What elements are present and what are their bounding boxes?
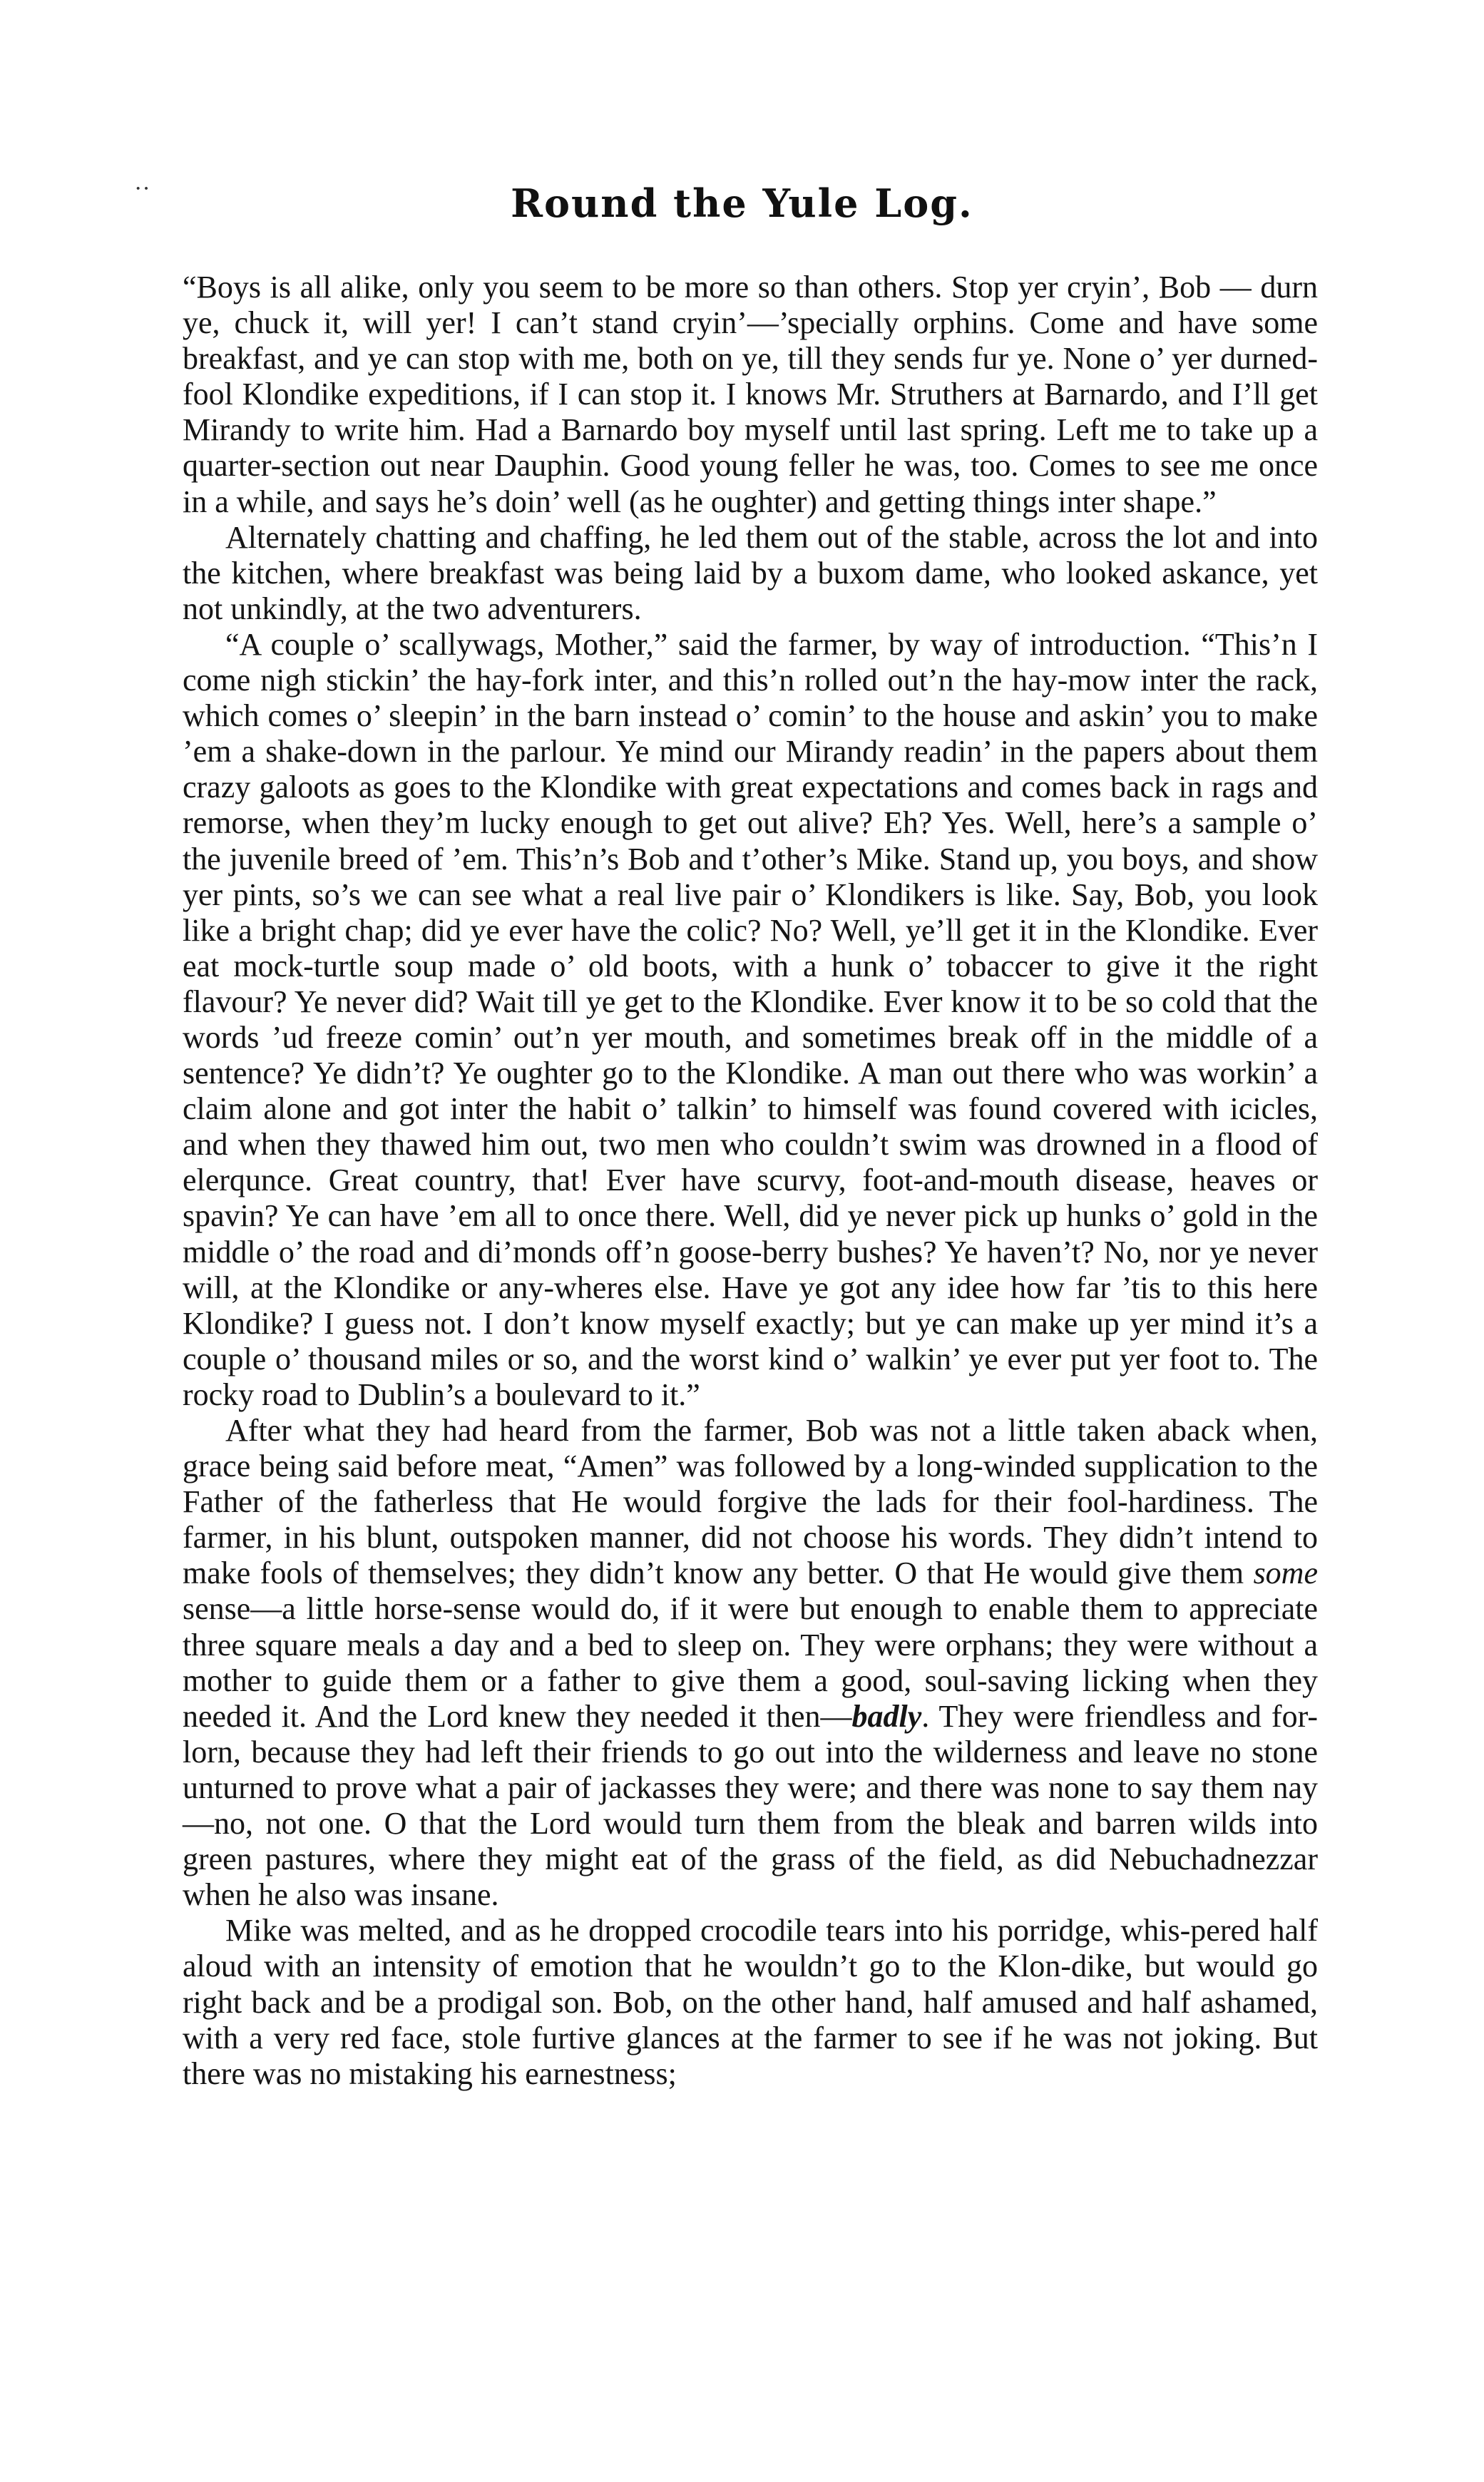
paragraph-narration-1: Alternately chatting and chaffing, he led them out of the stable, across the lot and into the kitchen, where breakfast was being laid by a buxom dame, who looked askance, yet not unkindly, at the two adventurers. — [183, 519, 1318, 626]
grace-text-middle: sense—a little horse-sense would do, if it were but enough to enable them to appreciate three square meals a day and a bed to sleep on. They were orphans; they were without a mother to guide them or a father to give them a good, soul-saving licking when they needed it. And the Lord knew they needed it then— — [183, 1591, 1318, 1734]
paragraph-farmer-speech-1: “Boys is all alike, only you seem to be more so than others. Stop yer cryin’, Bob — durn ye, chuck it, will yer! I can’t stand cryin’—’specially orphins. Come and have some breakfast, and ye can stop with me, both on ye, till they sends fur ye. None o’ yer durned-fool Klondike expeditions, if I can stop it. I knows Mr. Struthers at Barnardo, and I’ll get Mirandy to write him. Had a Barnardo boy myself until last spring. Left me to take up a quarter-section out near Dauphin. Good young feller he was, too. Comes to see me once in a while, and says he’s doin’ well (as he oughter) and getting things inter shape.” — [183, 270, 1318, 519]
running-title: Round the Yule Log. — [511, 180, 973, 226]
paragraph-farmer-speech-2: “A couple o’ scallywags, Mother,” said the farmer, by way of introduction. “This’n I come nigh stickin’ the hay-fork inter, and this’n rolled out’n the hay-mow inter the rack, which comes o’ sleepin’ in the barn instead o’ comin’ to the house and askin’ you to make ’em a shake-down in the parlour. Ye mind our Mirandy readin’ in the papers about them crazy galoots as goes to the Klondike with great expectations and comes back in rags and remorse, when they’m lucky enough to get out alive? Eh? Yes. Well, here’s a sample o’ the juvenile breed of ’em. This’n’s Bob and t’other’s Mike. Stand up, you boys, and show yer pints, so’s we can see what a real live pair o’ Klondikers is like. Say, Bob, you look like a bright chap; did ye ever have the colic? No? Well, ye’ll get it in the Klondike. Ever eat mock-turtle soup made o’ old boots, with a hunk o’ tobaccer to give it the right flavour? Ye never did? Wait till ye get to the Klondike. Ever know it to be so cold that the words ’ud freeze comin’ out’n yer mouth, and sometimes break off in the middle of a sentence? Ye didn’t? Ye oughter go to the Klondike. A man out there who was workin’ a claim alone and got inter the habit o’ talkin’ to himself was found covered with icicles, and when they thawed him out, two men who couldn’t swim was drowned in a flood of elerqunce. Great country, that! Ever have scurvy, foot-and-mouth disease, heaves or spavin? Ye can have ’em all to once there. Well, did ye never pick up hunks o’ gold in the middle o’ the road and di’monds off’n goose-berry bushes? Ye haven’t? No, nor ye never will, at the Klondike or any-wheres else. Have ye got any idee how far ’tis to this here Klondike? I guess not. I don’t know myself exactly; but ye can make up yer mind it’s a couple o’ thousand miles or so, and the worst kind o’ walkin’ ye ever put yer foot to. The rocky road to Dublin’s a boulevard to it.” — [183, 626, 1318, 1412]
grace-text-end: . They were friendless and for-lorn, because they had left their friends to go out into the wilderness and leave no stone unturned to prove what a pair of jackasses they were; and there was none to say them nay—no, not one. O that the Lord would turn them from the bleak and barren wilds into green pastures, where they might eat of the grass of the field, as did Nebuchadnezzar when he also was insane. — [183, 1698, 1318, 1913]
page-mark: ·· — [134, 175, 150, 202]
emphasis-badly: badly — [851, 1698, 922, 1734]
paragraph-grace — [183, 1413, 1318, 1913]
emphasis-some: some — [1253, 1556, 1318, 1591]
grace-text-start: After what they had heard from the farmer, Bob was not a little taken aback when, grace being said before meat, “Amen” was followed by a long-winded supplication to the Father of the fatherless that He would forgive the lads for their fool-hardiness. The farmer, in his blunt, outspoken manner, did not choose his words. They didn’t intend to make fools of themselves; they didn’t know any better. O that He would give them — [183, 1413, 1318, 1591]
body-text — [183, 270, 1318, 2092]
paragraph-mike-melted: Mike was melted, and as he dropped crocodile tears into his porridge, whis-pered half aloud with an intensity of emotion that he wouldn’t go to the Klon-dike, but would go right back and be a prodigal son. Bob, on the other hand, half amused and half ashamed, with a very red face, stole furtive glances at the farmer to see if he was not joking. But there was no mistaking his earnestness; — [183, 1913, 1318, 2091]
